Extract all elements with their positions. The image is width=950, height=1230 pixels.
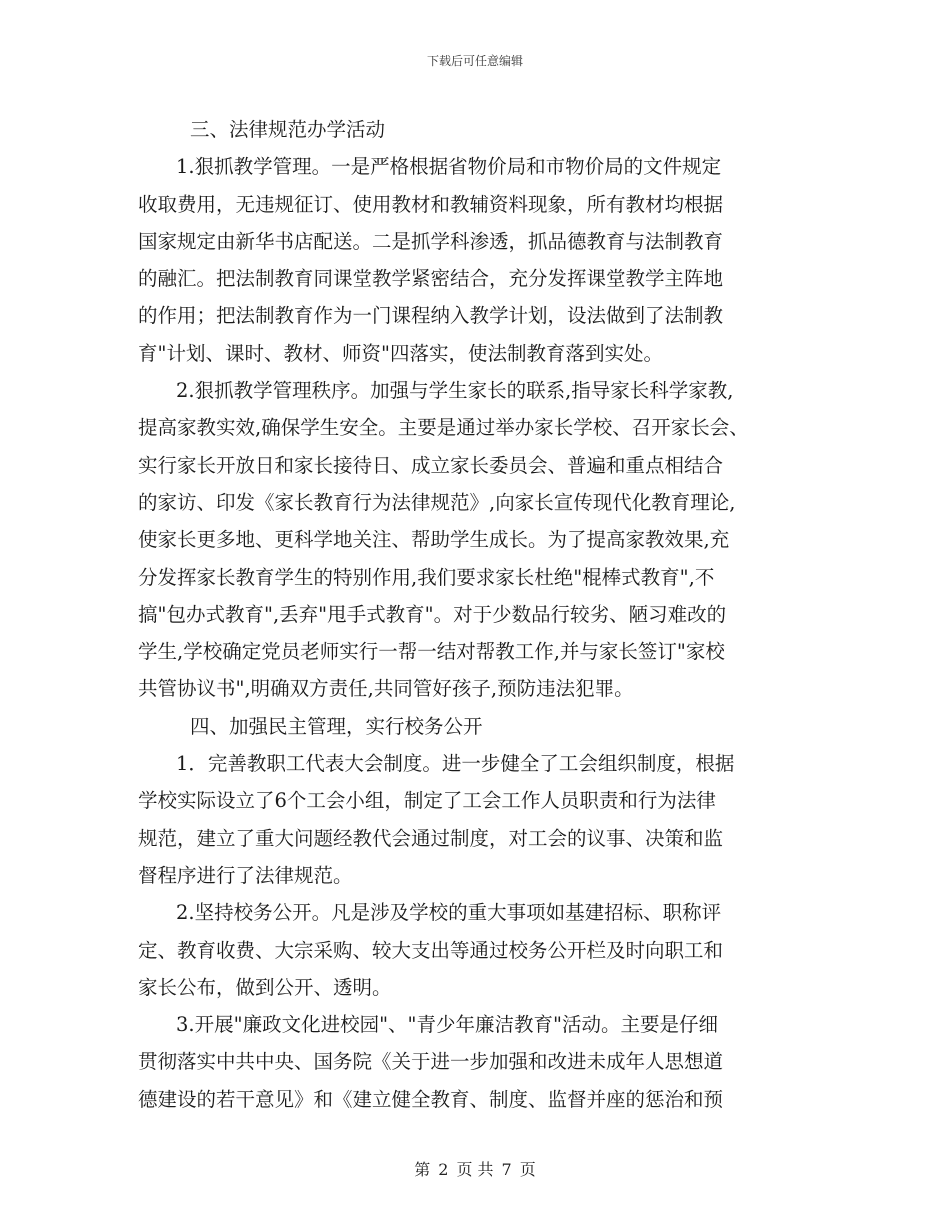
total-pages-number: 7 <box>501 1160 512 1179</box>
paragraph-line: 学校实际设立了6个工会小组，制定了工会工作人员职责和行为法律 <box>138 789 716 813</box>
page-label-prefix: 第 <box>414 1160 431 1179</box>
paragraph-line: 家长公布，做到公开、透明。 <box>138 975 392 999</box>
section-heading: 三、法律规范办学活动 <box>190 118 386 141</box>
paragraph-line: 分发挥家长教育学生的特别作用,我们要求家长杜绝"棍棒式教育",不 <box>138 565 715 589</box>
page-footer <box>0 1157 950 1180</box>
current-page-number: 2 <box>438 1160 449 1179</box>
page-label-suffix: 页 <box>519 1160 536 1179</box>
paragraph-line: 的家访、印发《家长教育行为法律规范》,向家长宣传现代化教育理论, <box>138 490 736 514</box>
paragraph-line: 规范，建立了重大问题经教代会通过制度，对工会的议事、决策和监 <box>138 826 724 850</box>
paragraph-line: 2.坚持校务公开。凡是涉及学校的重大事项如基建招标、职称评 <box>176 901 722 925</box>
paragraph-line: 国家规定由新华书店配送。二是抓学科渗透，抓品德教育与法制教育 <box>138 229 724 253</box>
document-body <box>138 111 818 1118</box>
paragraph-line: 搞"包办式教育",丢弃"甩手式教育"。对于少数品行较劣、陋习难改的 <box>138 602 727 626</box>
paragraph-line: 的融汇。把法制教育同课堂教学紧密结合，充分发挥课堂教学主阵地 <box>138 267 724 291</box>
paragraph-line: 学生,学校确定党员老师实行一帮一结对帮教工作,并与家长签订"家校 <box>138 640 725 664</box>
paragraph-line: 3.开展"廉政文化进校园"、"青少年廉洁教育"活动。主要是仔细 <box>176 1013 718 1037</box>
paragraph-line: 的作用；把法制教育作为一门课程纳入教学计划，设法做到了法制教 <box>138 304 724 328</box>
paragraph-line: 德建设的若干意见》和《建立健全教育、制度、监督并座的惩治和预 <box>138 1087 724 1111</box>
paragraph-line: 共管协议书",明确双方责任,共同管好孩子,预防违法犯罪。 <box>138 677 634 701</box>
paragraph-line: 提高家教实效,确保学生安全。主要是通过举办家长学校、召开家长会、 <box>138 416 749 440</box>
paragraph-line: 贯彻落实中共中央、国务院《关于进一步加强和改进未成年人思想道 <box>138 1050 724 1074</box>
paragraph-line: 收取费用，无违规征订、使用教材和教辅资料现象，所有教材均根据 <box>138 192 724 216</box>
paragraph-line: 育"计划、课时、教材、师资"四落实，使法制教育落到实处。 <box>138 341 663 365</box>
paragraph-line: 督程序进行了法律规范。 <box>138 863 353 887</box>
paragraph-line: 2.狠抓教学管理秩序。加强与学生家长的联系,指导家长科学家教, <box>176 379 734 403</box>
paragraph-line: 1.狠抓教学管理。一是严格根据省物价局和市物价局的文件规定 <box>176 155 722 179</box>
section-heading: 四、加强民主管理，实行校务公开 <box>190 714 483 738</box>
paragraph-line: 使家长更多地、更科学地关注、帮助学生成长。为了提高家教效果,充 <box>138 528 730 552</box>
paragraph-line: 实行家长开放日和家长接待日、成立家长委员会、普遍和重点相结合 <box>138 453 724 477</box>
paragraph-line: 定、教育收费、大宗采购、较大支出等通过校务公开栏及时向职工和 <box>138 938 724 962</box>
page-label-middle: 页 共 <box>456 1160 494 1179</box>
paragraph-line: 1．完善教职工代表大会制度。进一步健全了工会组织制度，根据 <box>176 752 735 776</box>
page-header: 下载后可任意编辑 <box>426 54 523 68</box>
